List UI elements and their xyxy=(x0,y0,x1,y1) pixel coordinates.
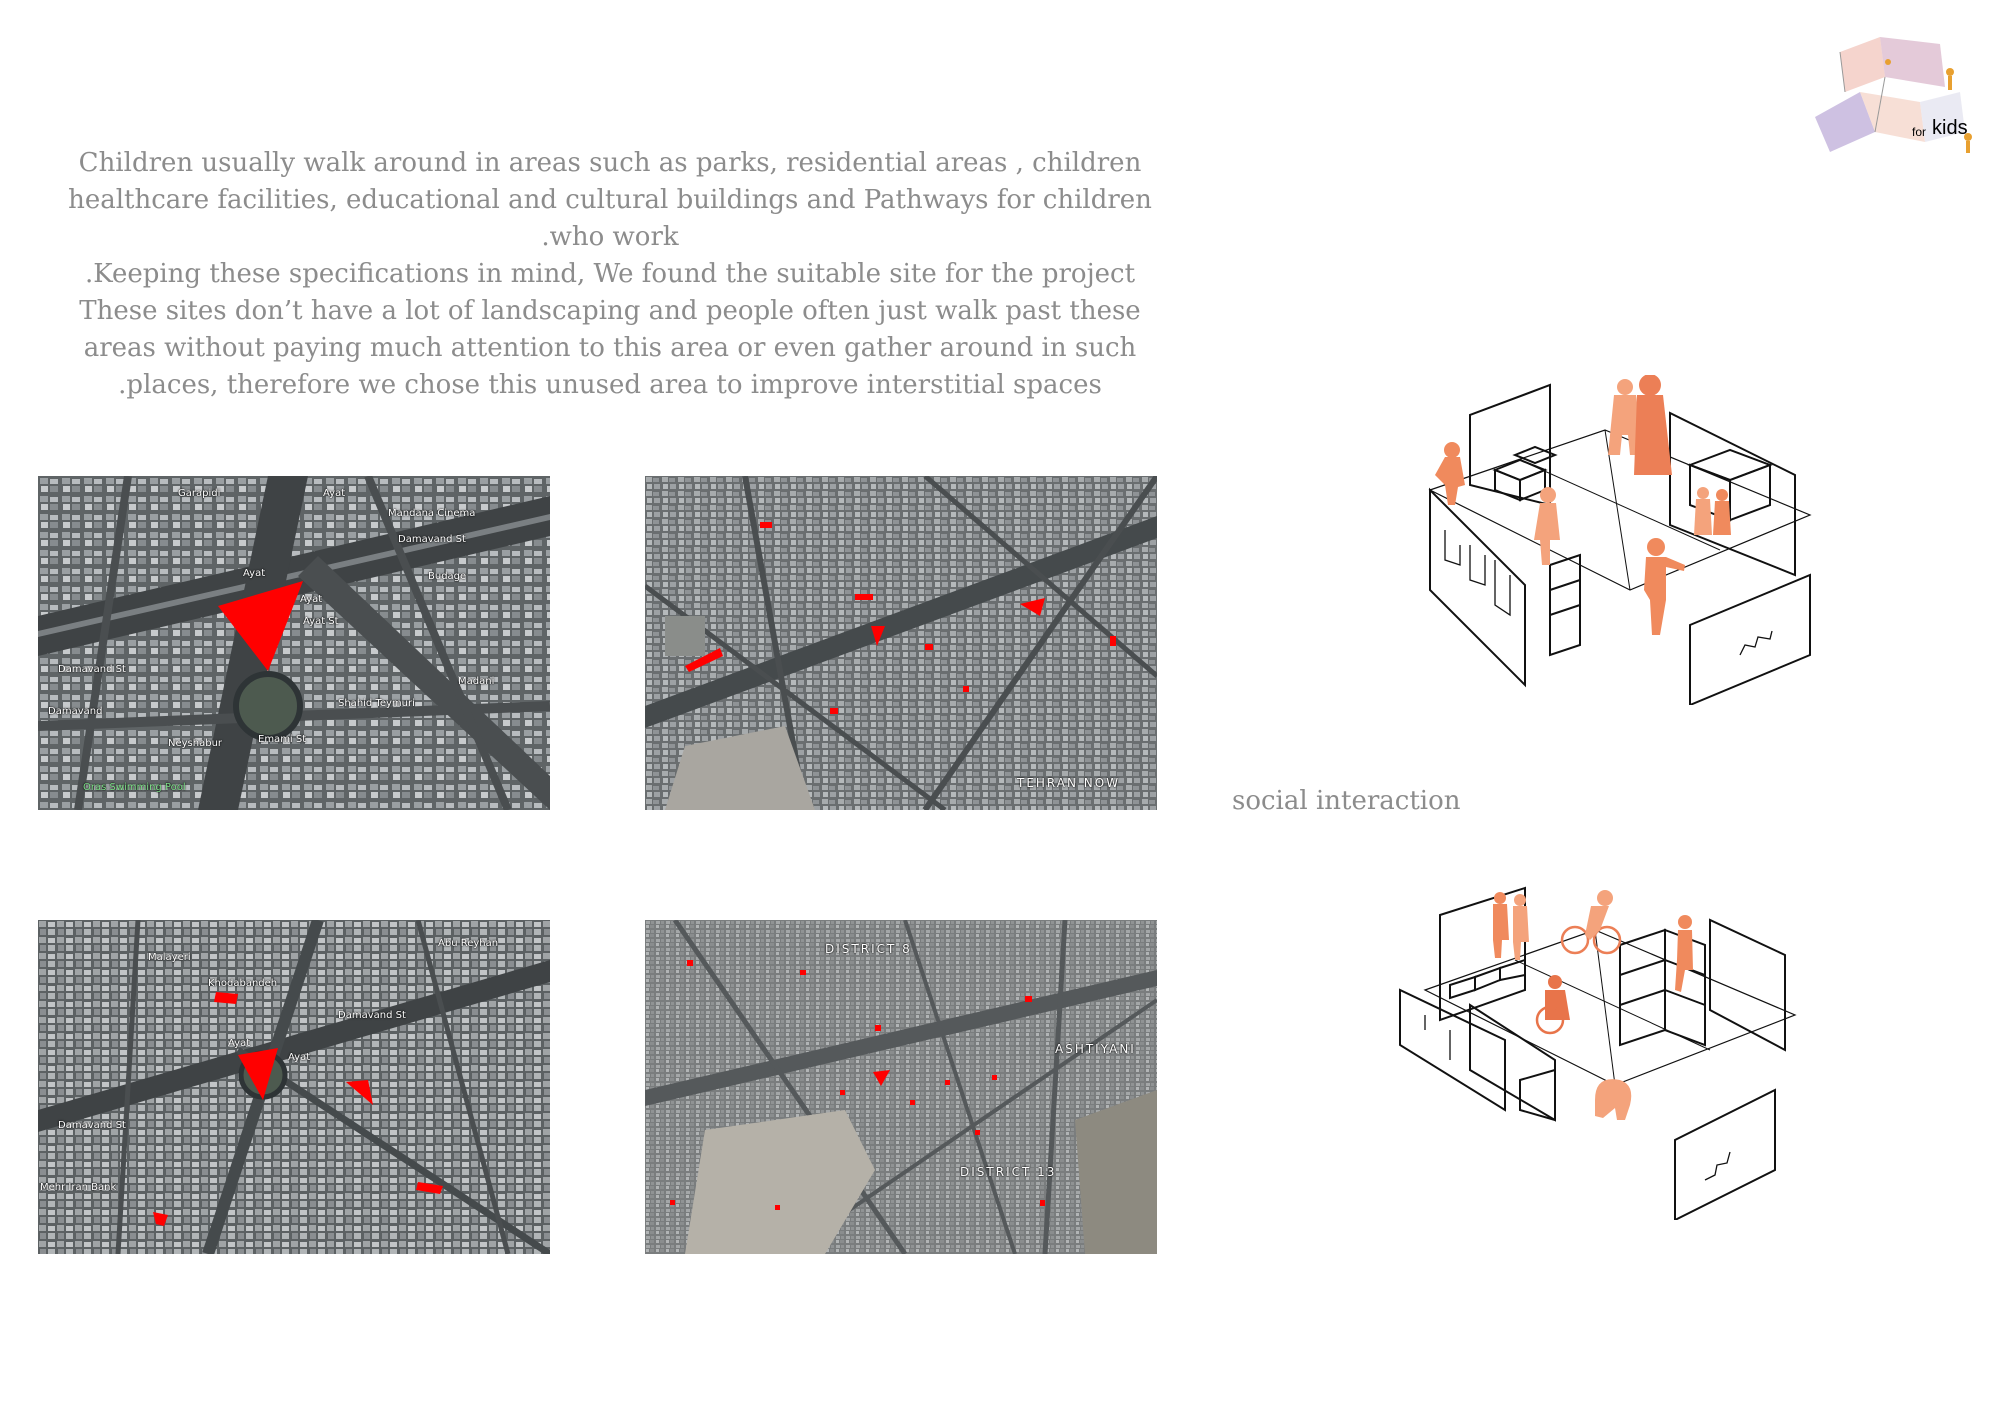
map-label: DISTRICT 8 xyxy=(825,942,912,956)
map-label: ASHTIYANI xyxy=(1055,1042,1136,1056)
logo-small: for xyxy=(1912,125,1927,139)
satellite-map-2 xyxy=(645,476,1157,810)
bicycle-figure xyxy=(1395,880,1825,1220)
logo xyxy=(1800,32,1980,162)
map-label: TEHRAN NOW xyxy=(1017,776,1121,790)
map-label: Damavand St xyxy=(398,534,466,545)
axonometric-diagram-2 xyxy=(1395,880,1825,1224)
map-label: Ayat xyxy=(243,568,266,579)
map-label: Emami St xyxy=(258,734,307,745)
map-label: Shahid Teymuri xyxy=(338,698,415,709)
map-label: Abu Reyhan xyxy=(438,938,499,949)
map-label: Mandana Cinema xyxy=(388,508,476,519)
map-label: Malayeri xyxy=(148,952,191,963)
axonometric-diagram-1 xyxy=(1400,375,1830,709)
map-label: DISTRICT 13 xyxy=(960,1165,1057,1179)
satellite-map-1 xyxy=(38,476,550,810)
map-label: Neyshabur xyxy=(168,738,223,749)
map-label: Ayat xyxy=(323,488,346,499)
map-label: Ayat xyxy=(288,1052,311,1063)
map-label: Ayat xyxy=(300,594,323,605)
logo-large: kids xyxy=(1932,117,1968,139)
map-label: Damavand xyxy=(48,706,103,717)
intro-line: healthcare facilities, educational and cultural buildings and Pathways for children xyxy=(68,185,1152,215)
satellite-map-3 xyxy=(38,920,550,1254)
intro-line: These sites don’t have a lot of landscaping and people often just walk past these xyxy=(79,296,1141,326)
map-label: Madani xyxy=(458,676,495,687)
map-label: Garapidi xyxy=(178,488,221,499)
map-label: Mehr Iran Bank xyxy=(40,1182,117,1193)
map-label: Budage xyxy=(428,571,467,582)
map-label: Ayat xyxy=(228,1038,251,1049)
intro-line: .who work xyxy=(541,222,679,252)
logo-icon xyxy=(1800,32,1980,162)
map-label: Damavand St xyxy=(338,1010,406,1021)
caption-social-interaction: social interaction xyxy=(1232,786,1461,816)
person-figures xyxy=(1400,375,1830,705)
map-label: Damavand St xyxy=(58,1120,126,1131)
map-label: Oras Swimming Pool xyxy=(83,782,186,793)
intro-line: .places, therefore we chose this unused area to improve interstitial spaces xyxy=(118,370,1102,400)
map-label: Khodabandeh xyxy=(208,978,278,989)
satellite-map-4 xyxy=(645,920,1157,1254)
map-label: Ayat St xyxy=(303,616,339,627)
map-label: Damavand St xyxy=(58,664,126,675)
intro-text xyxy=(60,145,1160,404)
intro-line: Children usually walk around in areas such as parks, residential areas , children xyxy=(78,148,1142,178)
intro-line: areas without paying much attention to this area or even gather around in such xyxy=(83,333,1137,363)
intro-line: .Keeping these specifications in mind, We found the suitable site for the project xyxy=(84,259,1136,289)
